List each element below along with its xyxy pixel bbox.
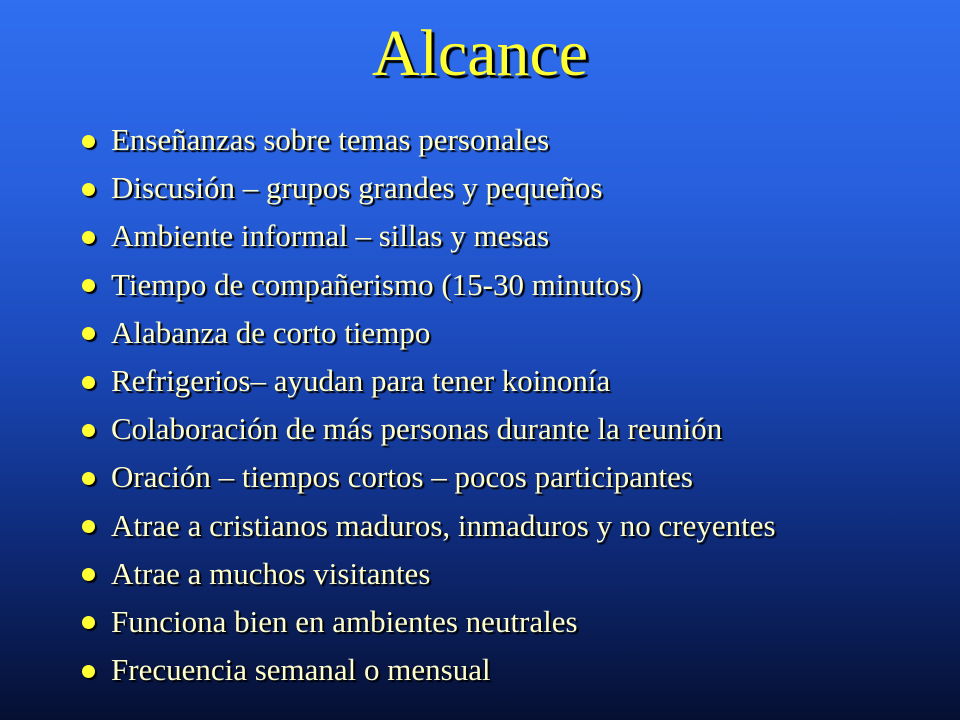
bullet-item [82,453,776,501]
bullet-item [82,309,776,357]
bullet-item [82,550,776,598]
bullet-item [82,646,776,694]
bullet-item [82,261,776,309]
bullet-dot-icon [82,568,95,581]
bullet-item [82,357,776,405]
bullet-dot-icon [82,424,95,437]
bullet-dot-icon [82,135,95,148]
bullet-dot-icon [82,327,95,340]
bullet-text: Enseñanzas sobre temas personales [111,122,550,158]
bullet-text: Colaboración de más personas durante la reunión [111,411,723,447]
bullet-item [82,405,776,453]
bullet-dot-icon [82,279,95,292]
bullet-text: Ambiente informal – sillas y mesas [111,218,550,254]
bullet-dot-icon [82,376,95,389]
slide-title: Alcance [371,17,589,90]
bullet-dot-icon [82,665,95,678]
bullet-text: Alabanza de corto tiempo [111,314,431,350]
bullet-text: Frecuencia semanal o mensual [111,652,491,688]
bullet-item [82,164,776,212]
bullet-list [82,116,776,694]
bullet-dot-icon [82,520,95,533]
bullet-item [82,598,776,646]
bullet-text: Oración – tiempos cortos – pocos participantes [111,459,693,495]
bullet-text: Funciona bien en ambientes neutrales [111,603,578,639]
bullet-dot-icon [82,183,95,196]
bullet-dot-icon [82,231,95,244]
bullet-text: Atrae a muchos visitantes [111,555,431,591]
bullet-text: Atrae a cristianos maduros, inmaduros y no creyentes [111,507,776,543]
bullet-text: Refrigerios– ayudan para tener koinonía [111,363,611,399]
bullet-dot-icon [82,472,95,485]
bullet-text: Discusión – grupos grandes y pequeños [111,170,603,206]
bullet-item [82,116,776,164]
bullet-text: Tiempo de compañerismo (15-30 minutos) [111,266,642,302]
bullet-item [82,212,776,260]
bullet-item [82,502,776,550]
bullet-dot-icon [82,616,95,629]
